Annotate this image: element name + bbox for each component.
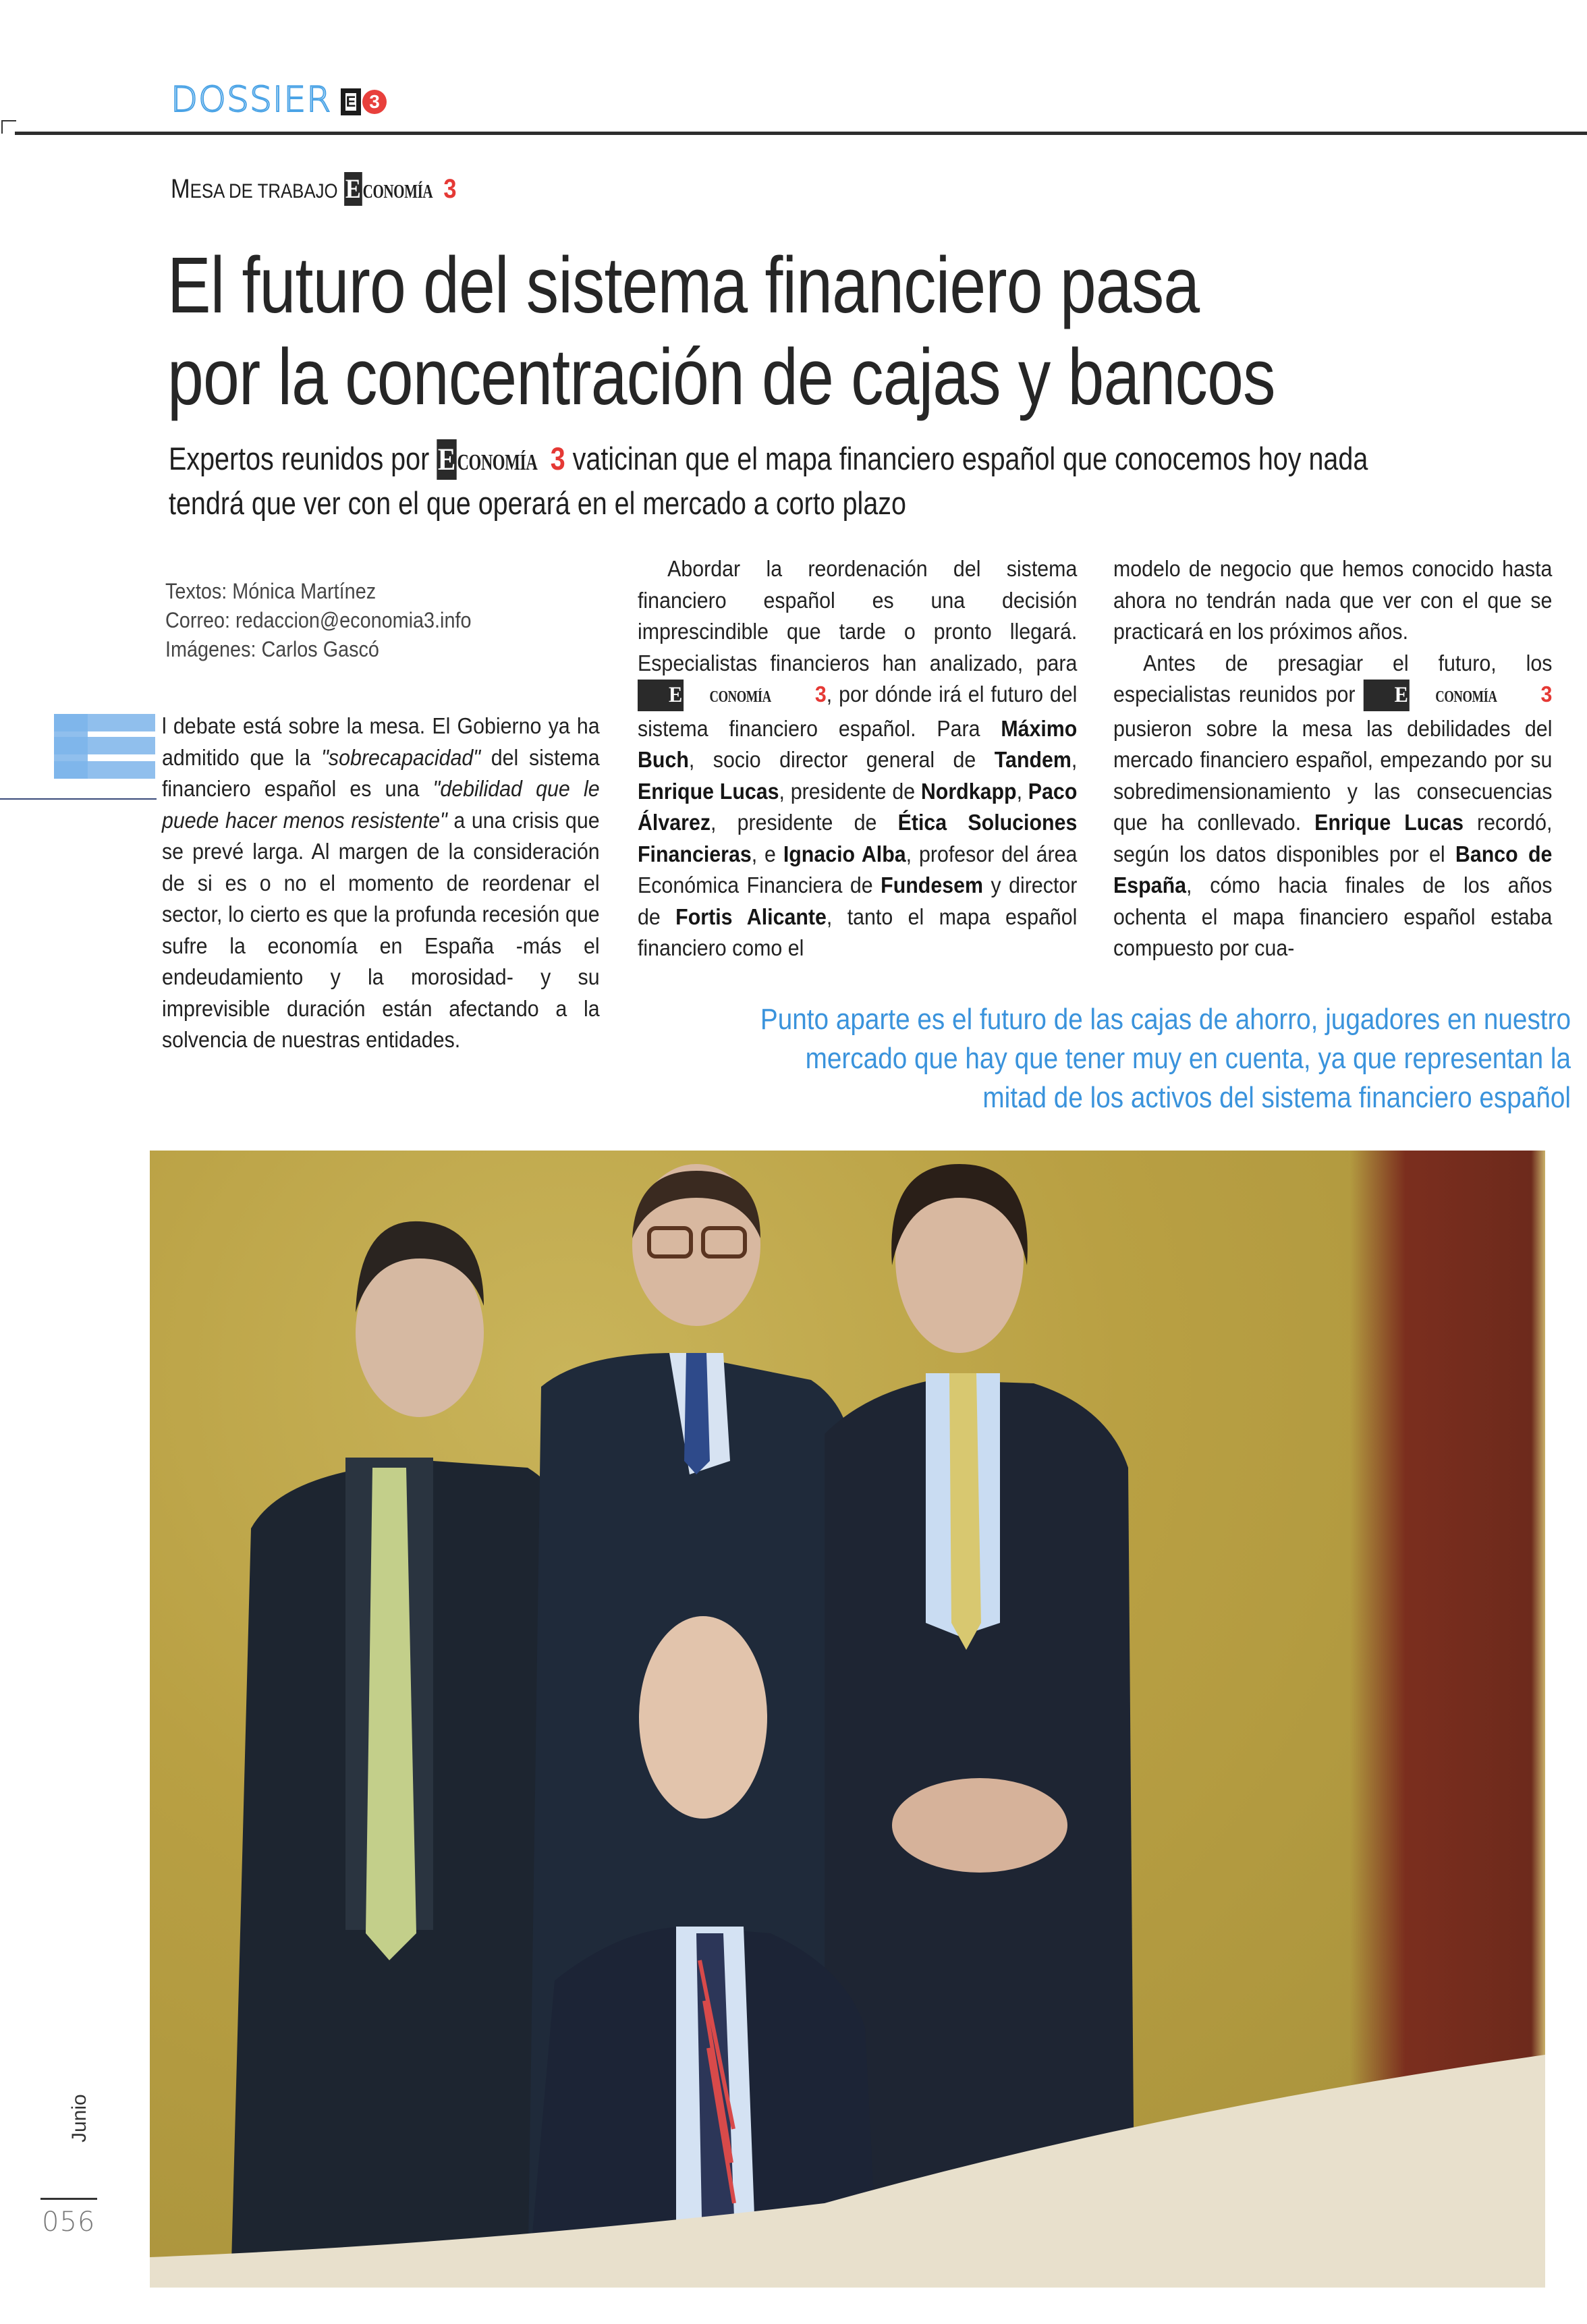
dropcap-rule [0,798,157,800]
crop-mark [1,120,16,134]
dropcap-e-icon [54,714,155,778]
page-number: 056 [42,2207,96,2238]
kicker: MESA DE TRABAJO E CONOMÍA 3 [171,172,457,209]
paragraph: l debate está sobre la mesa. El Gobierno ya ha admitido que la "sobrecapacidad" del sistema financiero español es una "debilidad que le puede hacer menos resistente" a una crisis que se prevé larga. Al margen de la consideración de si es o no el momento de reordenar el sector, lo cierto es que la profunda recesión que sufre la economía en España -más el endeudamiento y la morosidad- y su imprevisible duración están afectando a la solvencia de nuestras entidades. [162,713,600,1052]
brand-logo: E CONOMÍA 3 [1364,679,1553,713]
folio-rule [40,2198,97,2200]
photo-people-illustration [150,1151,1545,2288]
section-label: DOSSIER [171,80,332,120]
brand-logo: E CONOMÍA 3 [344,172,456,209]
brand-logo: E CONOMÍA 3 [638,679,827,713]
pull-quote: Punto aparte es el futuro de las cajas de ahorro, jugadores en nuestro mercado que hay que tener muy en cuenta, ya que representan la mitad de los activos del sistema financiero español [760,1003,1571,1114]
paragraph: Antes de presagiar el futuro, los especialistas reunidos por E CONOMÍA 3 pusieron sobre la mesa las debilidades del mercado financiero español, empezando por su sobredimensionamiento y las consecuencias que ha conllevado. Enrique Lucas recordó, según los datos disponibles por el Banco de España, cómo hacia finales de los años ochenta el mapa financiero español estaba compuesto por cua- [1113,650,1553,960]
body-column-2 [638,553,1077,964]
byline [165,577,471,664]
group-photo [150,1151,1545,2288]
brand-logo: E CONOMÍA 3 [437,439,565,483]
byline-photographer: Imágenes: Carlos Gascó [165,637,379,661]
subheadline: Expertos reunidos por E CONOMÍA 3 vaticinan que el mapa financiero español que conocemos hoy nada tendrá que ver con el que operará en el mercado a corto plazo [169,439,1387,524]
paragraph: Abordar la reordenación del sistema financiero español es una decisión imprescindible que tarde o pronto llegará. Especialistas financieros han analizado, para E CONOMÍA 3 , por dónde irá el futuro del sistema financiero español. Para Máximo Buch, socio director general de Tandem, Enrique Lucas, presidente de Nordkapp, Paco Álvarez, presidente de Ética Soluciones Financieras, e Ignacio Alba, profesor del área Económica Financiera de Fundesem y director de Fortis Alicante, tanto el mapa español financiero como el [638,556,1078,960]
body-column-3 [1113,553,1552,964]
header-rule [15,132,1587,135]
paragraph: modelo de negocio que hemos conocido hasta ahora no tendrán nada que ver con el que se practicará en los próximos años. [1113,556,1553,644]
body-column-1 [162,711,600,1056]
e3-logo-icon: E 3 [341,88,387,115]
headline: El futuro del sistema financiero pasa por la concentración de cajas y bancos [167,241,1275,422]
byline-email[interactable]: Correo: redaccion@economia3.info [165,608,472,632]
byline-author: Textos: Mónica Martínez [165,579,377,603]
folio-month: Junio [68,2094,90,2142]
